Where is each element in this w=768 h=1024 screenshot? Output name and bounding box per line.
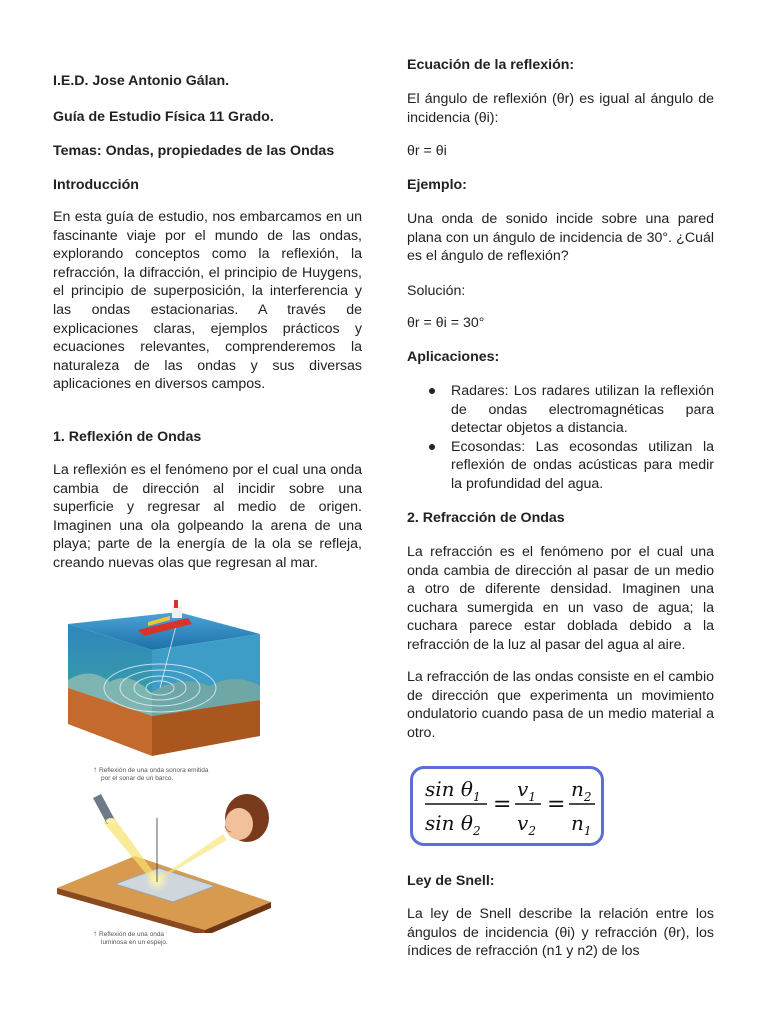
- snell-equation: [413, 769, 601, 843]
- reflection-formula: θr = θi: [407, 143, 447, 159]
- svg-text:=: =: [547, 792, 566, 817]
- list-item: Radares: Los radares utilizan la reflexión de ondas electromagnéticas para detectar objetos a distancia.: [407, 382, 714, 438]
- list-item: Ecosondas: Las ecosondas utilizan la reflexión de ondas acústicas para medir la profundidad del agua.: [407, 438, 714, 494]
- intro-heading: Introducción: [53, 177, 139, 193]
- svg-text:=: =: [493, 792, 512, 817]
- snell-heading: Ley de Snell:: [407, 873, 495, 889]
- applications-list: [407, 382, 714, 494]
- svg-text:n2: $n_2$: [571, 777, 592, 804]
- solution-label: Solución:: [407, 283, 466, 299]
- arrow-up-icon: ↑: [93, 765, 97, 774]
- figure2-caption: ↑ Reflexión de una onda luminosa en un espejo.: [93, 929, 168, 946]
- snell-equation-box: [410, 766, 604, 846]
- guide-title: Guía de Estudio Física 11 Grado.: [53, 109, 274, 125]
- snell-paragraph: La ley de Snell describe la relación entre los ángulos de incidencia (θi) y refracción (θr), los índices de refracción (n1 y n2) de los: [407, 906, 714, 960]
- svg-text:v1: $v_1$: [517, 777, 536, 804]
- bullet-icon: [429, 388, 435, 394]
- bullet-icon: [429, 444, 435, 450]
- section2-paragraph-2: La refracción de las ondas consiste en el cambio de dirección que experimenta un movimiento ondulatorio cuando pasa de un medio material a otro.: [407, 669, 714, 741]
- section1-paragraph: La reflexión es el fenómeno por el cual una onda cambia de dirección al incidir sobre una superficie y regresar al medio de origen. Imaginen una ola golpeando la arena de una playa; parte de la energía de la ola se refleja, creando nuevas olas que regresan al mar.: [53, 462, 362, 571]
- reflection-equation-text: El ángulo de reflexión (θr) es igual al ángulo de incidencia (θi):: [407, 91, 714, 126]
- section2-heading: 2. Refracción de Ondas: [407, 510, 565, 526]
- svg-text:n1: $n_1$: [571, 811, 592, 838]
- example-text: Una onda de sonido incide sobre una pared plana con un ángulo de incidencia de 30°. ¿Cuál es el ángulo de reflexión?: [407, 211, 714, 265]
- intro-paragraph: En esta guía de estudio, nos embarcamos en un fascinante viaje por el mundo de las ondas, explorando conceptos como la reflexión, la refracción, la difracción, el principio de Huygens, el principio de superposición, la interferencia y las ondas estacionarias. A través de explicaciones claras, ejemplos prácticos y ecuaciones relevantes, comprenderemos la naturaleza de las ondas y sus diversas aplicaciones en diversos campos.: [53, 209, 362, 393]
- example-heading: Ejemplo:: [407, 177, 467, 193]
- section2-paragraph-1: La refracción es el fenómeno por el cual una onda cambia de dirección al pasar de un medio a otro de diferente densidad. Imaginen una cuchara sumergida en un vaso de agua; la cuchara parece estar doblada debido a la refracción de la luz al pasar del agua al aire.: [407, 544, 714, 653]
- topics-line: Temas: Ondas, propiedades de las Ondas: [53, 143, 335, 159]
- applications-heading: Aplicaciones:: [407, 349, 500, 365]
- ship-sonar-illustration: [60, 596, 270, 761]
- svg-text:sin θ1: $\sin \theta_1$: [425, 777, 481, 804]
- section1-heading: 1. Reflexión de Ondas: [53, 429, 202, 445]
- svg-text:sin θ2: $\sin \theta_2$: [425, 811, 481, 838]
- figure1-caption: ↑ Reflexión de una onda sonora emitida por el sonar de un barco.: [93, 765, 209, 782]
- reflection-equation-heading: Ecuación de la reflexión:: [407, 57, 575, 73]
- school-name: I.E.D. Jose Antonio Gálan.: [53, 73, 230, 89]
- mirror-reflection-illustration: [55, 788, 275, 933]
- solution-formula: θr = θi = 30°: [407, 315, 485, 331]
- arrow-up-icon: ↑: [93, 929, 97, 938]
- svg-text:v2: $v_2$: [517, 811, 536, 838]
